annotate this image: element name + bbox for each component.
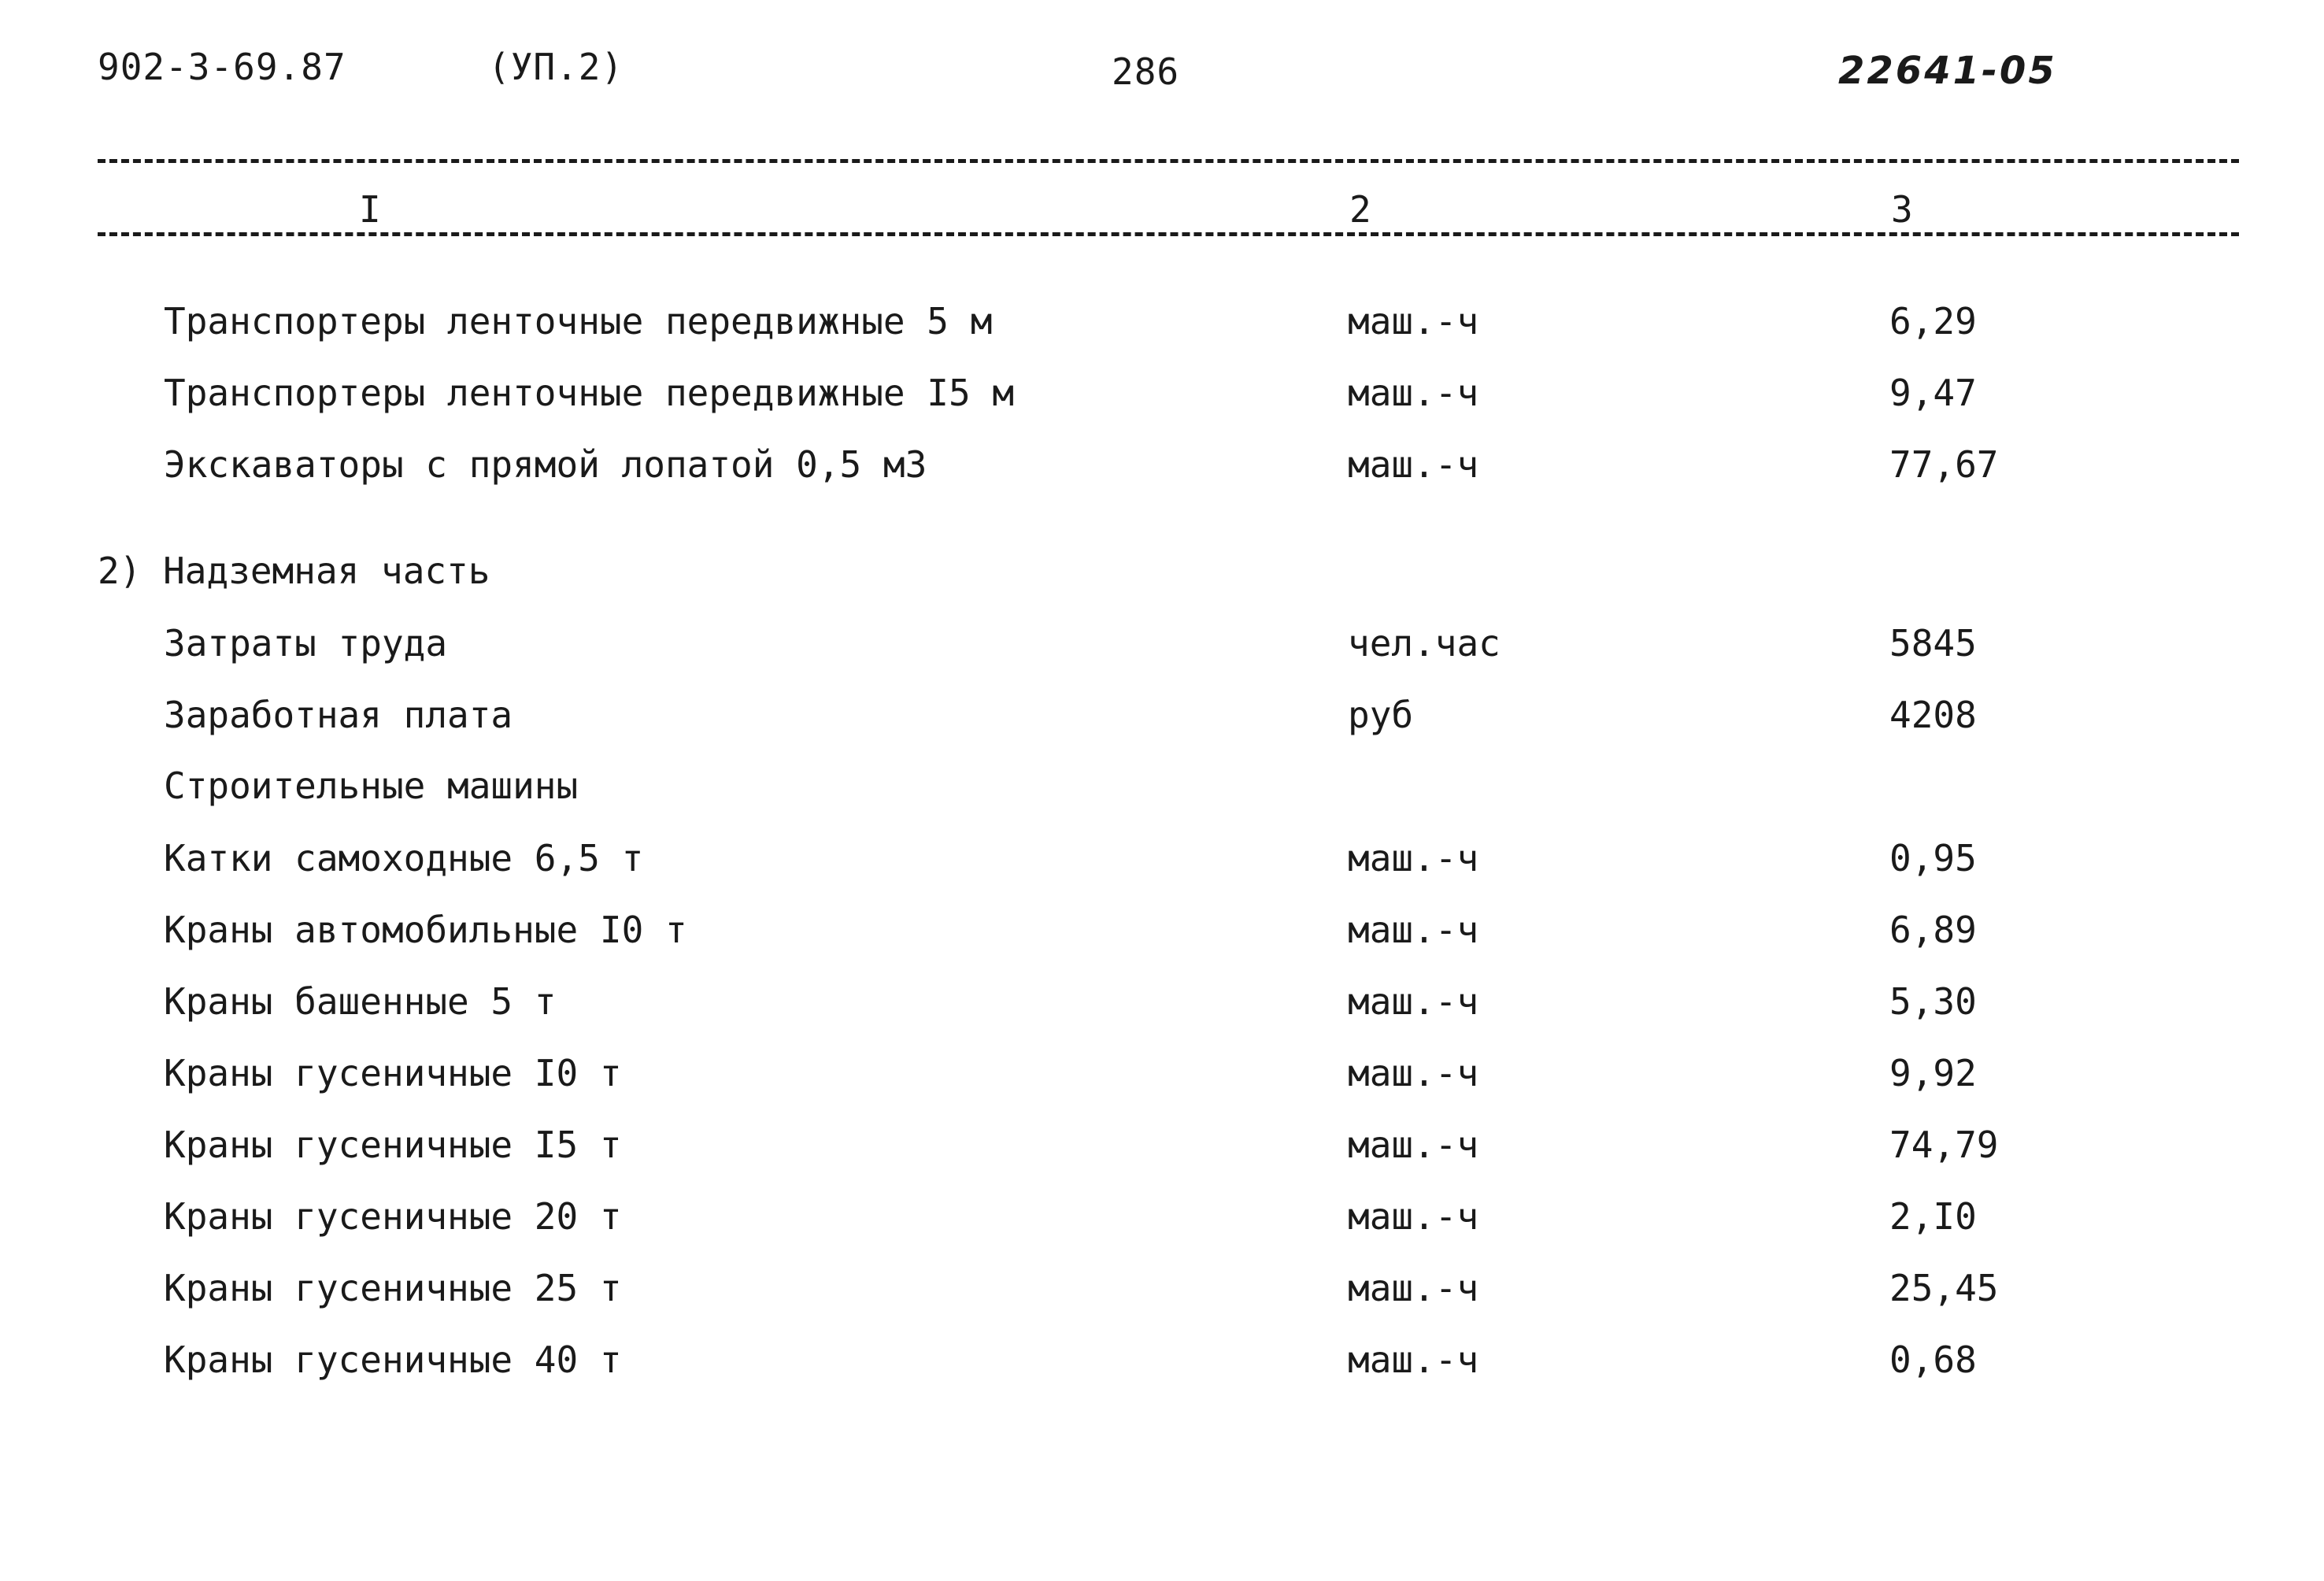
resource-name: Краны автомобильные I0 т: [164, 909, 687, 951]
table-row: [0, 1261, 2324, 1316]
page-number: 286: [1112, 50, 1180, 93]
resource-name: Затраты труда: [164, 622, 448, 665]
resource-name: Краны гусеничные 40 т: [164, 1338, 622, 1381]
resource-value: 2,I0: [1889, 1195, 1977, 1238]
resource-unit: маш.-ч: [1348, 1195, 1479, 1238]
resource-unit: маш.-ч: [1348, 980, 1479, 1023]
subgroup-heading: Строительные машины: [164, 765, 579, 807]
table-header-rule: [98, 232, 2239, 236]
resource-unit: маш.-ч: [1348, 1052, 1479, 1094]
resource-value: 6,29: [1889, 300, 1977, 342]
resource-value: 9,47: [1889, 372, 1977, 414]
resource-unit: маш.-ч: [1348, 1267, 1479, 1309]
resource-value: 0,95: [1889, 837, 1977, 879]
resource-name: Транспортеры ленточные передвижные I5 м: [164, 372, 1015, 414]
subgroup-heading-row: [0, 758, 2324, 813]
resource-unit: руб: [1348, 694, 1414, 736]
resource-unit: маш.-ч: [1348, 372, 1479, 414]
resource-unit: маш.-ч: [1348, 1338, 1479, 1381]
section-heading-row: [0, 543, 2324, 598]
table-row: [0, 616, 2324, 671]
table-row: [0, 437, 2324, 492]
resource-name: Краны башенные 5 т: [164, 980, 557, 1023]
table-row: [0, 687, 2324, 742]
table-row: [0, 294, 2324, 349]
resource-value: 0,68: [1889, 1338, 1977, 1381]
section-heading: 2) Надземная часть: [98, 550, 490, 592]
resource-value: 4208: [1889, 694, 1977, 736]
resource-unit: маш.-ч: [1348, 300, 1479, 342]
inventory-stamp: 22641-05: [1838, 49, 2057, 93]
table-row: [0, 974, 2324, 1029]
resource-unit: маш.-ч: [1348, 443, 1479, 486]
resource-value: 5,30: [1889, 980, 1977, 1023]
column-number-3: 3: [1886, 191, 1918, 228]
table-row: [0, 831, 2324, 886]
column-number-2: 2: [1345, 191, 1376, 228]
resource-value: 74,79: [1889, 1124, 1999, 1166]
table-top-rule: [98, 159, 2239, 163]
resource-unit: маш.-ч: [1348, 909, 1479, 951]
table-row: [0, 365, 2324, 420]
resource-name: Экскаваторы с прямой лопатой 0,5 м3: [164, 443, 927, 486]
document-code: 902-3-69.87: [98, 46, 346, 88]
section-code: (УП.2): [488, 46, 624, 88]
resource-name: Заработная плата: [164, 694, 513, 736]
resource-value: 77,67: [1889, 443, 1999, 486]
resource-value: 6,89: [1889, 909, 1977, 951]
resource-unit: чел.час: [1348, 622, 1501, 665]
table-row: [0, 902, 2324, 957]
table-row: [0, 1046, 2324, 1101]
resource-name: Краны гусеничные I0 т: [164, 1052, 622, 1094]
table-row: [0, 1189, 2324, 1244]
resource-name: Транспортеры ленточные передвижные 5 м: [164, 300, 993, 342]
column-number-1: I: [354, 191, 386, 228]
resource-value: 5845: [1889, 622, 1977, 665]
resource-unit: маш.-ч: [1348, 837, 1479, 879]
resource-name: Краны гусеничные I5 т: [164, 1124, 622, 1166]
resource-value: 25,45: [1889, 1267, 1999, 1309]
resource-name: Краны гусеничные 25 т: [164, 1267, 622, 1309]
resource-value: 9,92: [1889, 1052, 1977, 1094]
resource-unit: маш.-ч: [1348, 1124, 1479, 1166]
table-row: [0, 1117, 2324, 1172]
table-row: [0, 1332, 2324, 1387]
resource-name: Катки самоходные 6,5 т: [164, 837, 644, 879]
resource-name: Краны гусеничные 20 т: [164, 1195, 622, 1238]
